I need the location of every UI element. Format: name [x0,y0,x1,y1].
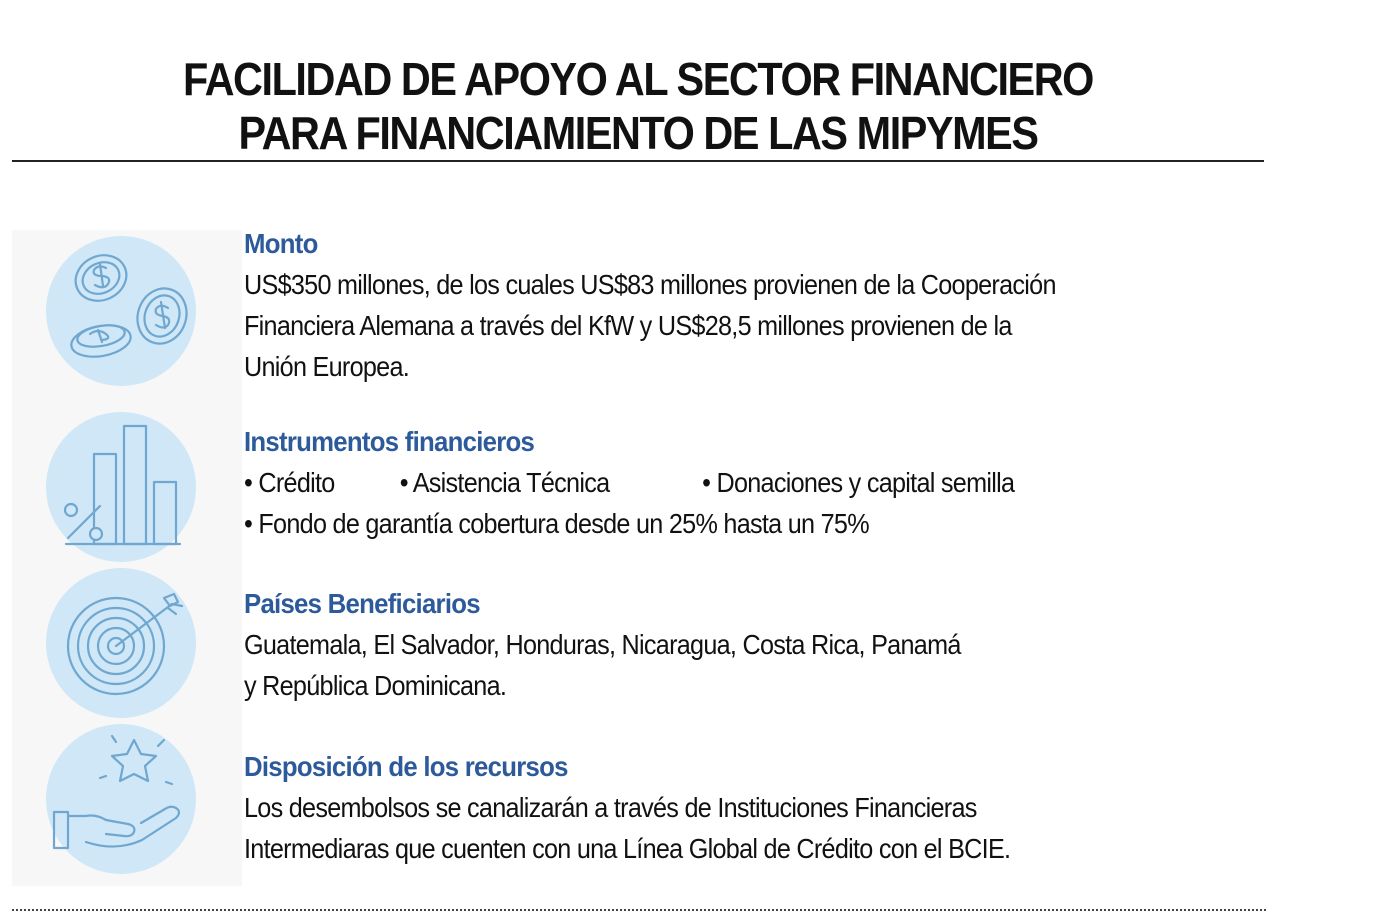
bar-chart-percent-icon [46,412,196,562]
section-paises [244,586,1284,706]
section-instrumentos [244,424,1284,544]
disposicion-line-2: Intermediaras que cuenten con una Línea Global de Crédito con el BCIE. [244,833,1011,864]
bullet-item: • Asistencia Técnica [399,467,610,498]
disposicion-text [244,787,1279,869]
instrumentos-bullets-row-2 [244,503,1180,544]
page-title [64,52,1212,160]
bullet-item: • Crédito [244,467,335,498]
monto-line-1: US$350 millones, de los cuales US$83 millones provienen de la Cooperación [244,269,1056,300]
monto-line-3: Unión Europea. [244,351,410,382]
paises-text [244,624,1279,706]
paises-line-1: Guatemala, El Salvador, Honduras, Nicaragua, Costa Rica, Panamá [244,629,961,660]
monto-line-2: Financiera Alemana a través del KfW y US$28,5 millones provienen de la [244,310,1012,341]
title-line-2: PARA FINANCIAMIENTO DE LAS MIPYMES [238,107,1038,159]
coins-icon [46,236,196,386]
title-line-1: FACILIDAD DE APOYO AL SECTOR FINANCIERO [183,53,1093,105]
hand-star-icon [46,724,196,874]
disposicion-heading: Disposición de los recursos [244,751,568,782]
bullet-item: • Fondo de garantía cobertura desde un 25% hasta un 75% [244,508,869,539]
title-divider [12,160,1264,162]
instrumentos-bullets-row-1 [244,462,1180,503]
bottom-dotted-divider [12,909,1266,911]
monto-text [244,264,1279,387]
paises-heading: Países Beneficiarios [244,588,480,619]
target-icon [46,568,196,718]
monto-heading: Monto [244,228,318,259]
bullet-item: • Donaciones y capital semilla [702,467,1015,498]
section-disposicion [244,749,1284,869]
paises-line-2: y República Dominicana. [244,670,507,701]
disposicion-line-1: Los desembolsos se canalizarán a través de Instituciones Financieras [244,792,977,823]
instrumentos-heading: Instrumentos financieros [244,426,535,457]
section-monto [244,226,1284,387]
